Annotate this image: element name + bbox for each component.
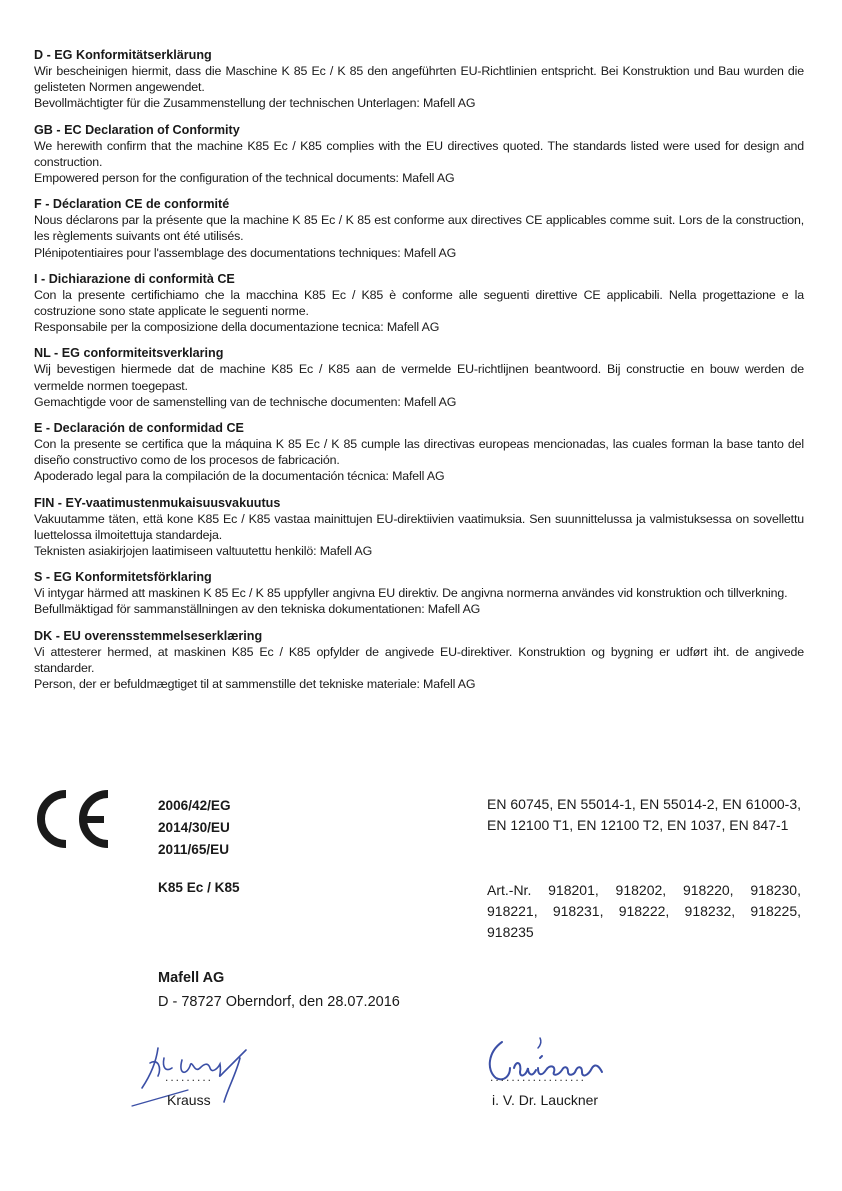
directive-item: 2014/30/EU — [158, 820, 230, 835]
section-body: Wij bevestigen hiermede dat de machine K85 Ec / K85 aan de vermelde EU-richtlijnen beantwoord. Bij constructie en bouw werden de vermelde normen toegepast. — [34, 362, 804, 393]
section-title: S - EG Konformitetsförklaring — [34, 570, 212, 585]
signature-lauckner — [480, 1028, 640, 1098]
section-authorized-person: Plénipotentiaires pour l'assemblage des documentations techniques: Mafell AG — [34, 245, 457, 260]
declaration-sections — [34, 47, 804, 702]
section-body: Vakuutamme täten, että kone K85 Ec / K85 vastaa mainittujen EU-direktiivien vaatimuksia. Sen suunnittelussa ja valmistuksessa on sovellettu luettelossa ilmoitettuja standardeja. — [34, 511, 804, 542]
section-body: Con la presente se certifica que la máquina K 85 Ec / K 85 cumple las directivas europeas mencionadas, las cuales forman la base tanto del diseño constructivo como de los procesos de fabricación. — [34, 437, 804, 468]
section-authorized-person: Apoderado legal para la compilación de la documentación técnica: Mafell AG — [34, 469, 445, 484]
declaration-nl — [34, 345, 804, 410]
declaration-gb — [34, 122, 804, 187]
directive-list — [158, 795, 231, 861]
declaration-de — [34, 47, 804, 112]
section-authorized-person: Empowered person for the configuration of the technical documents: Mafell AG — [34, 171, 455, 186]
section-title: F - Déclaration CE de conformité — [34, 197, 230, 212]
section-title: FIN - EY-vaatimustenmukaisuusvakuutus — [34, 495, 281, 510]
section-body: Nous déclarons par la présente que la machine K 85 Ec / K 85 est conforme aux directives CE applicables comme suit. Lors de la construction, les règlements suivants ont été utilisés. — [34, 213, 804, 244]
section-authorized-person: Gemachtigde voor de samenstelling van de technische documenten: Mafell AG — [34, 394, 457, 409]
declaration-fin — [34, 495, 804, 560]
signatory-right-name: i. V. Dr. Lauckner — [492, 1092, 599, 1108]
directive-item: 2006/42/EG — [158, 798, 231, 813]
declaration-s — [34, 569, 804, 617]
section-authorized-person: Teknisten asiakirjojen laatimiseen valtuutettu henkilö: Mafell AG — [34, 544, 373, 559]
section-authorized-person: Befullmäktigad för sammanställningen av den tekniska dokumentationen: Mafell AG — [34, 602, 481, 617]
ce-mark-icon — [34, 790, 112, 848]
declaration-i — [34, 271, 804, 336]
section-title: I - Dichiarazione di conformità CE — [34, 271, 235, 286]
declaration-e — [34, 420, 804, 485]
declaration-dk — [34, 628, 804, 693]
section-title: DK - EU overensstemmelseserklæring — [34, 628, 263, 643]
section-body: We herewith confirm that the machine K85 Ec / K85 complies with the EU directives quoted. The standards listed were used for design and construction. — [34, 138, 804, 169]
section-title: NL - EG conformiteitsverklaring — [34, 346, 224, 361]
machine-model: K85 Ec / K85 — [158, 880, 240, 895]
directive-item: 2011/65/EU — [158, 842, 230, 857]
section-title: D - EG Konformitätserklärung — [34, 48, 212, 62]
signature-line: .................. — [490, 1070, 587, 1084]
section-title: E - Declaración de conformidad CE — [34, 421, 244, 436]
section-body: Vi attesterer hermed, at maskinen K85 Ec / K85 opfylder de angivede EU-direktiver. Konstruktion og bygning er udført iht. de angivede standarder. — [34, 644, 804, 675]
signatory-left-name: Krauss — [167, 1092, 211, 1108]
signature-line: ......... — [165, 1070, 214, 1084]
section-body: Vi intygar härmed att maskinen K 85 Ec / K 85 uppfyller angivna EU direktiv. De angivna normerna användes vid konstruktion och tillverkning. — [34, 586, 788, 601]
section-authorized-person: Bevollmächtigter für die Zusammenstellung der technischen Unterlagen: Mafell AG — [34, 96, 476, 111]
declaration-f — [34, 196, 804, 261]
article-numbers: Art.-Nr. 918201, 918202, 918220, 918230, 918221, 918231, 918222, 918232, 918225, 918235 — [487, 882, 801, 940]
section-authorized-person: Person, der er befuldmægtiget til at sammenstille det tekniske materiale: Mafell AG — [34, 677, 476, 692]
section-authorized-person: Responsabile per la composizione della documentazione tecnica: Mafell AG — [34, 320, 440, 335]
company-name: Mafell AG — [158, 970, 225, 986]
standards-list: EN 60745, EN 55014-1, EN 55014-2, EN 61000-3, EN 12100 T1, EN 12100 T2, EN 1037, EN 847-1 — [487, 796, 801, 833]
place-and-date: D - 78727 Oberndorf, den 28.07.2016 — [158, 994, 400, 1010]
section-body: Con la presente certifichiamo che la macchina K85 Ec / K85 è conforme alle seguenti direttive CE applicabili. Nella progettazione e la costruzione sono state applicate le seguenti norme. — [34, 287, 804, 319]
section-body: Wir bescheinigen hiermit, dass die Maschine K 85 Ec / K 85 den angeführten EU-Richtlinien entspricht. Bei Konstruktion und Bau wurden die gelisteten Normen angewendet. — [34, 64, 804, 95]
section-title: GB - EC Declaration of Conformity — [34, 122, 240, 137]
